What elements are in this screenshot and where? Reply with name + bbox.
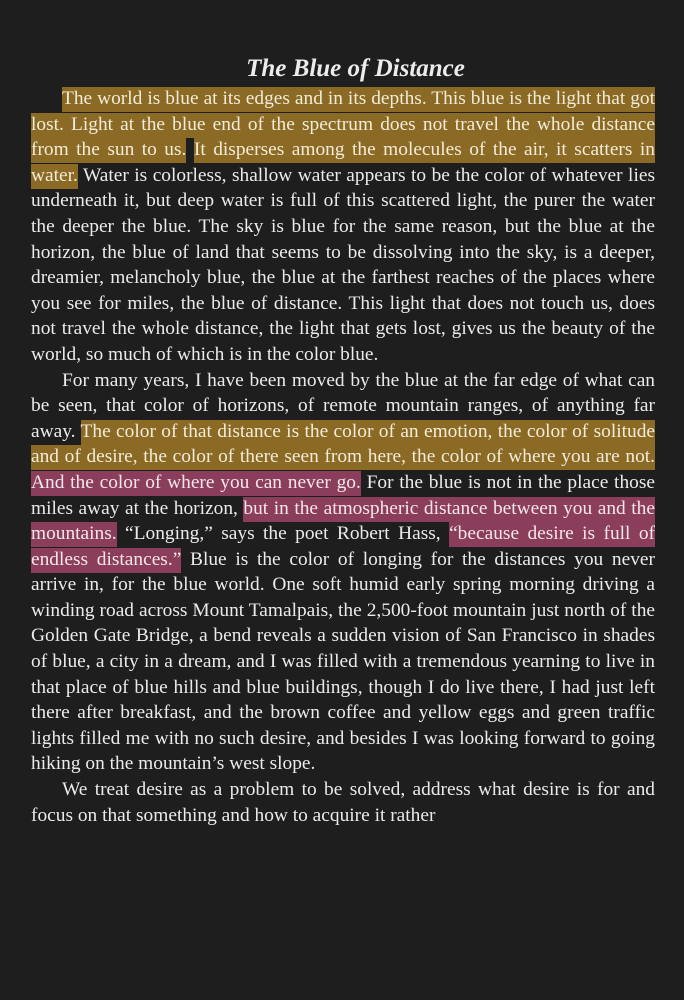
highlight-pink[interactable]: but in the atmospheric distance between you and the mountains. [31, 497, 655, 548]
highlight-yellow[interactable]: The world is blue at its edges and in its depths. This blue is the light that got lost. Light at the blue end of the spectrum does not travel the whole distance from the sun to us. [31, 87, 655, 163]
text-segment: For the blue is not in the place those miles away at the horizon, [31, 471, 655, 519]
text-segment: “Longing,” says the poet Robert Hass, [116, 523, 450, 545]
book-page [31, 52, 655, 828]
text-segment [186, 139, 193, 160]
paragraph-3 [31, 777, 655, 828]
highlight-pink[interactable]: “because desire is full of endless distances.” [31, 522, 655, 573]
paragraph-1 [31, 86, 655, 368]
text-segment: Blue is the color of longing for the distances you never arrive in, for the blue world. One soft humid early spring morning driving a winding road across Mount Tamalpais, the 2,500-foot mountain just north of the Golden Gate Bridge, a bend reveals a sudden vision of San Francisco in shades of blue, a city in a dream, and I was filled with a tremendous yearning to live in that place of blue hills and blue buildings, though I do live there, I had just left there after breakfast, and the brown coffee and yellow eggs and green traffic lights filled me with no such desire, and besides I was looking forward to going hiking on the mountain’s west slope. [31, 548, 655, 775]
highlight-yellow[interactable]: It disperses among the molecules of the air, it scatters in water. [31, 138, 655, 189]
text-segment: Water is colorless, shallow water appears to be the color of whatever lies underneath it, but deep water is full of this scattered light, the purer the water the deeper the blue. The sky is blue for the same reason, but the blue at the horizon, the blue of land that seems to be dissolving into the sky, is a deeper, dreamier, melancholy blue, the blue at the farthest reaches of the places where you see for miles, the blue of distance. This light that does not touch us, does not travel the whole distance, the light that gets lost, gives us the beauty of the world, so much of which is in the color blue. [31, 164, 655, 365]
text-segment: We treat desire as a problem to be solved, address what desire is for and focus on that something and how to acquire it rather [31, 779, 655, 826]
text-segment: For many years, I have been moved by the blue at the far edge of what can be seen, that color of horizons, of remote mountain ranges, of anything far away. [31, 369, 655, 442]
chapter-title: The Blue of Distance [246, 55, 465, 82]
highlight-pink[interactable]: And the color of where you can never go. [31, 471, 361, 496]
highlight-yellow[interactable]: The color of that distance is the color of an emotion, the color of solitude and of desire, the color of there seen from here, the color of where you are not. [31, 420, 655, 471]
paragraph-2 [31, 368, 655, 778]
